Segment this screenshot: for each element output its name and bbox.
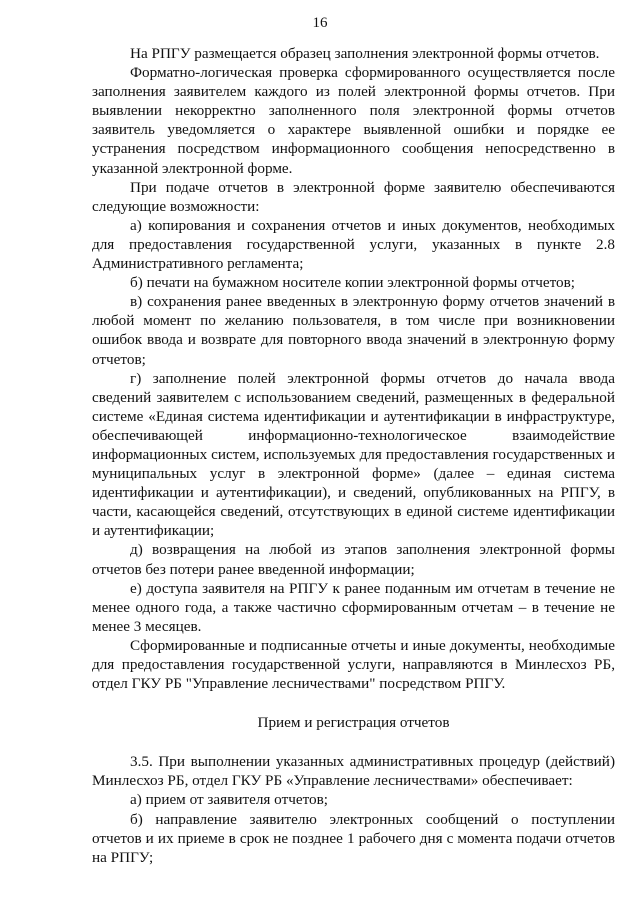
paragraph-submission: Сформированные и подписанные отчеты и иные документы, необходимые для предоставления государственной услуги, направляются в Минлесхоз РБ, отдел ГКУ РБ "Управление лесничествами" посредством РПГУ. [92,636,615,693]
paragraph-item-a-copying: а) копирования и сохранения отчетов и иных документов, необходимых для предоставления государственной услуги, указанных в пункте 2.8 Административного регламента; [92,216,615,273]
paragraph-item-e-access: е) доступа заявителя на РПГУ к ранее поданным им отчетам в течение не менее одного года, а также частично сформированным отчетам – в течение не менее 3 месяцев. [92,579,615,635]
paragraph-item-v-saving: в) сохранения ранее введенных в электронную форму отчетов значений в любой момент по желанию пользователя, в том числе при возникновении ошибок ввода и возврате для повторного ввода значений в электронную форму отчетов; [92,293,615,368]
spacer [92,732,615,752]
document-body [92,44,615,867]
paragraph-item-a-reception: а) прием от заявителя отчетов; [130,791,329,809]
paragraph-sample-form: На РПГУ размещается образец заполнения электронной формы отчетов. [130,45,600,62]
paragraph-item-b-notification: б) направление заявителю электронных сообщений о поступлении отчетов и их приеме в срок не позднее 1 рабочего дня с момента подачи отчетов на РПГУ; [92,810,615,866]
paragraph-capabilities-intro: При подаче отчетов в электронной форме заявителю обеспечиваются следующие возможности: [92,178,615,215]
paragraph-item-d-return: д) возвращения на любой из этапов заполнения электронной формы отчетов без потери ранее введенной информации; [92,541,615,578]
paragraph-item-b-printing: б) печати на бумажном носителе копии электронной формы отчетов; [130,274,576,292]
paragraph-format-check: Форматно-логическая проверка сформированного осуществляется после заполнения заявителем каждого из полей электронной формы отчетов. При выявлении некорректно заполненного поля электронной формы отчетов заявитель уведомляется о характере выявленной ошибки и порядке ее устранения посредством информационного сообщения непосредственно в указанной электронной форме. [92,64,615,177]
paragraph-item-g-autofill: г) заполнение полей электронной формы отчетов до начала ввода сведений заявителем с использованием сведений, размещенных в федеральной системе «Единая система идентификации и аутентификации в инфраструктуре, обеспечивающей информационно-технологическое взаимодействие информационных систем, используемых для предоставления государственных и муниципальных услуг в электронной форме» (далее – единая система идентификации и аутентификации), и сведений, опубликованных на РПГУ, в части, касающейся сведений, отсутствующих в единой системе идентификации и аутентификации; [92,369,615,540]
spacer [92,693,615,713]
paragraph-3-5-intro: 3.5. При выполнении указанных административных процедур (действий) Минлесхоз РБ, отдел ГКУ РБ «Управление лесничествами» обеспечивает: [92,753,615,790]
section-heading: Прием и регистрация отчетов [257,714,450,732]
page-number: 16 [312,15,328,31]
